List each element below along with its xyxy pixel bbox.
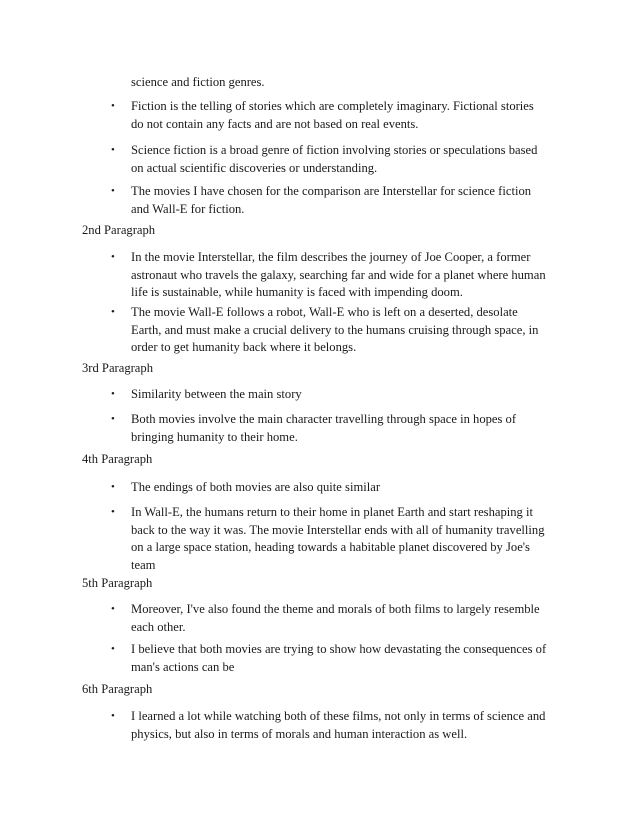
section-heading: 3rd Paragraph	[82, 361, 153, 375]
bullet-text: Fiction is the telling of stories which are completely imaginary. Fictional stories do not contain any facts and are not based on real events.	[131, 99, 534, 131]
bullet-glyph: •	[111, 603, 115, 615]
bullet-text: The endings of both movies are also quite similar	[131, 480, 381, 494]
bullet-text: Similarity between the main story	[131, 387, 302, 401]
bullet-glyph: •	[111, 251, 115, 263]
bullet-text: The movie Wall-E follows a robot, Wall-E who is left on a deserted, desolate Earth, and must make a crucial delivery to the humans cruising through space, in order to get humanity back where it belongs.	[131, 305, 539, 354]
bullet-glyph: •	[111, 144, 115, 156]
section-heading: 4th Paragraph	[82, 452, 153, 466]
bullet-text: The movies I have chosen for the comparison are Interstellar for science fiction and Wall-E for fiction.	[131, 184, 532, 216]
bullet-glyph: •	[111, 100, 115, 112]
section-heading: 2nd Paragraph	[82, 223, 156, 237]
bullet-glyph: •	[111, 506, 115, 518]
bullet-text: In the movie Interstellar, the film describes the journey of Joe Cooper, a former astronaut who travels the galaxy, searching far and wide for a planet where human life is sustainable, while humanity is faced with impending doom.	[131, 250, 546, 299]
bullet-text: In Wall-E, the humans return to their home in planet Earth and start reshaping it back to the way it was. The movie Interstellar ends with all of humanity travelling on a large space station, heading towards a habitable planet discovered by Joe's team	[131, 505, 545, 572]
bullet-text: I learned a lot while watching both of these films, not only in terms of science and physics, but also in terms of morals and human interaction as well.	[131, 709, 546, 741]
bullet-text: I believe that both movies are trying to show how devastating the consequences of man's actions can be	[131, 642, 547, 674]
bullet-glyph: •	[111, 710, 115, 722]
bullet-text: Science fiction is a broad genre of fiction involving stories or speculations based on actual scientific discoveries or understanding.	[131, 143, 538, 175]
continuation-text: science and fiction genres.	[131, 75, 265, 89]
section-heading: 5th Paragraph	[82, 576, 153, 590]
bullet-glyph: •	[111, 306, 115, 318]
bullet-text: Both movies involve the main character travelling through space in hopes of bringing humanity to their home.	[131, 412, 517, 444]
bullet-glyph: •	[111, 413, 115, 425]
bullet-glyph: •	[111, 388, 115, 400]
bullet-glyph: •	[111, 643, 115, 655]
section-heading: 6th Paragraph	[82, 682, 153, 696]
bullet-glyph: •	[111, 185, 115, 197]
bullet-text: Moreover, I've also found the theme and morals of both films to largely resemble each other.	[131, 602, 540, 634]
bullet-glyph: •	[111, 481, 115, 493]
